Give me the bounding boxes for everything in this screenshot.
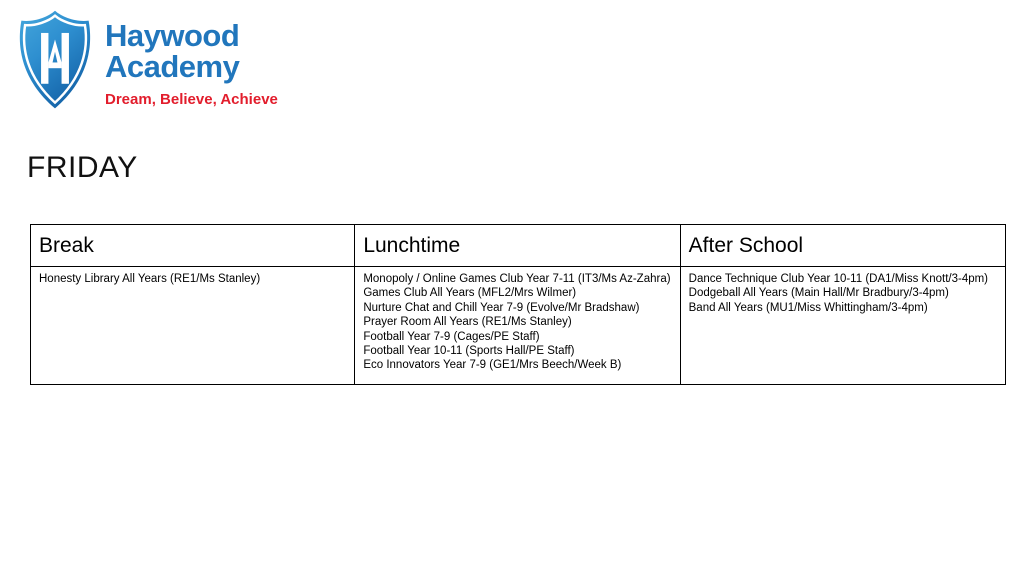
club-entry: Monopoly / Online Games Club Year 7-11 (IT3/Ms Az-Zahra) xyxy=(363,273,671,285)
club-entry: Eco Innovators Year 7-9 (GE1/Mrs Beech/Week B) xyxy=(363,359,622,372)
club-entry: Dance Technique Club Year 10-11 (DA1/Miss Knott/3-4pm) xyxy=(688,273,989,285)
haywood-academy-logo xyxy=(14,8,278,112)
club-entry: Nurture Chat and Chill Year 7-9 (Evolve/Mr Bradshaw) xyxy=(363,301,640,314)
logo-wordmark xyxy=(105,8,278,108)
shield-crest-icon xyxy=(14,8,96,112)
club-entry: Football Year 10-11 (Sports Hall/PE Staff) xyxy=(363,345,575,358)
logo-name-line2: Academy xyxy=(105,49,240,84)
logo-name-line1: Haywood xyxy=(105,18,240,53)
table-body-row xyxy=(31,267,1005,384)
after-school-clubs-cell xyxy=(681,267,1005,384)
lunchtime-clubs-cell xyxy=(355,267,680,384)
club-entry: Prayer Room All Years (RE1/Ms Stanley) xyxy=(363,316,572,329)
column-header-after-school: After School xyxy=(681,225,1005,267)
logo-tagline: Dream, Believe, Achieve xyxy=(105,91,278,108)
club-entry: Football Year 7-9 (Cages/PE Staff) xyxy=(363,330,540,343)
clubs-schedule-table xyxy=(30,224,1006,385)
table-header-row xyxy=(31,225,1005,267)
column-header-lunchtime: Lunchtime xyxy=(355,225,680,267)
club-entry: Band All Years (MU1/Miss Whittingham/3-4pm) xyxy=(688,301,928,314)
page-title: FRIDAY xyxy=(27,151,138,184)
club-entry: Honesty Library All Years (RE1/Ms Stanley) xyxy=(39,273,261,285)
club-entry: Games Club All Years (MFL2/Mrs Wilmer) xyxy=(363,287,577,300)
club-entry: Dodgeball All Years (Main Hall/Mr Bradbury/3-4pm) xyxy=(688,287,949,300)
column-header-break: Break xyxy=(31,225,355,267)
break-clubs-cell xyxy=(31,267,355,384)
